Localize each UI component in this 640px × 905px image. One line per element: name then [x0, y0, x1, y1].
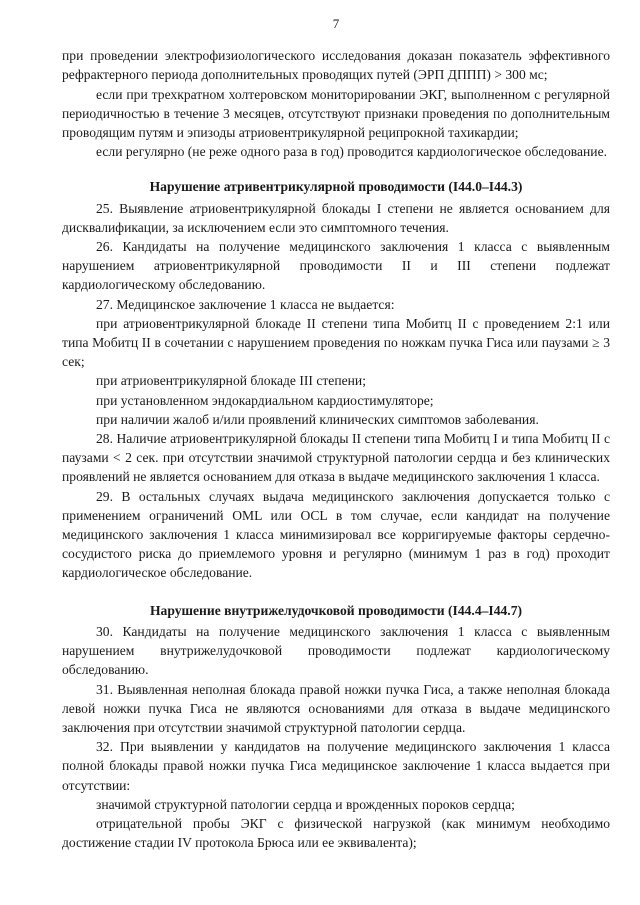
document-page	[62, 14, 610, 852]
page-number: 7	[332, 16, 340, 31]
paragraph: 30. Кандидаты на получение медицинского заключения 1 класса с выявленным нарушением внутрижелудочковой проводимости подлежат кардиологическому обследованию.	[62, 623, 610, 678]
paragraph: 29. В остальных случаях выдача медицинского заключения допускается только с применением ограничений OML или OCL в том случае, если кандидат на получение медицинского заключения 1 класса минимизировал все корригируемые факторы сердечно-сосудистого риска до приемлемого уровня и регулярно (минимум 1 раз в год) проходит кардиологическое обследование.	[62, 488, 610, 581]
paragraph: при наличии жалоб и/или проявлений клинических симптомов заболевания.	[96, 411, 539, 427]
section-heading: Нарушение атривентрикулярной проводимости (I44.0–I44.3)	[149, 179, 523, 195]
paragraph: 32. При выявлении у кандидатов на получение медицинского заключения 1 класса полной блокады правой ножки пучка Гиса медицинское заключение 1 класса выдается при отсутствии:	[62, 739, 610, 793]
paragraph: 28. Наличие атриовентрикулярной блокады II степени типа Мобитц I и типа Мобитц II с паузами < 2 сек. при отсутствии значимой структурной патологии сердца и без клинических проявлений не является основанием для отказа в выдаче медицинского заключения 1 класса.	[62, 431, 610, 485]
paragraph: 26. Кандидаты на получение медицинского заключения 1 класса с выявленным нарушением атриовентрикулярной проводимости II и III степени подлежат кардиологическому обследованию.	[62, 239, 610, 293]
paragraph: отрицательной пробы ЭКГ с физической нагрузкой (как минимум необходимо достижение стадии IV протокола Брюса или ее эквивалента);	[62, 815, 610, 851]
paragraph: при атриовентрикулярной блокаде II степени типа Мобитц II с проведением 2:1 или типа Мобитц II в сочетании с нарушением проведения по ножкам пучка Гиса или паузами ≥ 3 сек;	[62, 315, 610, 370]
paragraph: при установленном эндокардиальном кардиостимуляторе;	[96, 392, 434, 408]
paragraph: при проведении электрофизиологического исследования доказан показатель эффективного рефрактерного периода дополнительных проводящих путей (ЭРП ДППП) > 300 мс;	[62, 48, 610, 83]
paragraph: при атриовентрикулярной блокаде III степени;	[96, 373, 366, 389]
paragraph: если регулярно (не реже одного раза в год) проводится кардиологическое обследование.	[96, 144, 608, 160]
paragraph: значимой структурной патологии сердца и врожденных пороков сердца;	[96, 796, 515, 812]
paragraph: если при трехкратном холтеровском мониторировании ЭКГ, выполненном с регулярной периодичностью в течение 3 месяцев, отсутствуют признаки проведения по дополнительным проводящим путям и эпизоды атриовентрикулярной реципрокной тахикардии;	[62, 86, 610, 141]
paragraph: 31. Выявленная неполная блокада правой ножки пучка Гиса, а также неполная блокада левой ножки пучка Гиса не являются основаниями для отказа в выдаче медицинского заключения при отсутствии значимой структурной патологии сердца.	[62, 681, 610, 735]
paragraph: 25. Выявление атриовентрикулярной блокады I степени не является основанием для дисквалификации, за исключением если это симптомного течения.	[62, 200, 610, 235]
paragraph: 27. Медицинское заключение 1 класса не выдается:	[96, 296, 395, 312]
section-heading: Нарушение внутрижелудочковой проводимости (I44.4–I44.7)	[149, 602, 523, 618]
